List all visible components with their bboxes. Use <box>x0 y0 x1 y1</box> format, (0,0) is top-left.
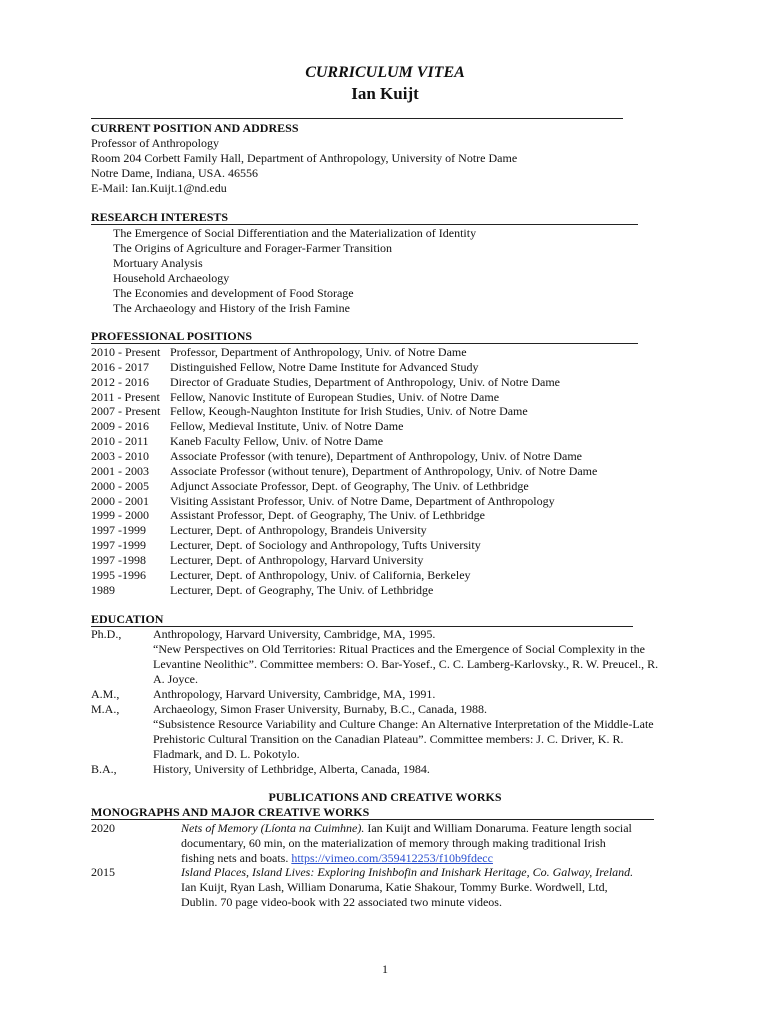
education-line: “New Perspectives on Old Territories: Ritual Practices and the Emergence of Social Complexity in the <box>153 642 645 656</box>
section-heading-research: RESEARCH INTERESTS <box>91 210 229 224</box>
position-years: 1997 -1998 <box>91 552 146 567</box>
education-line: Anthropology, Harvard University, Cambridge, MA, 1991. <box>153 687 436 701</box>
section-heading-education: EDUCATION <box>91 612 164 626</box>
section-rule <box>91 343 638 344</box>
research-item: Mortuary Analysis <box>113 256 203 270</box>
section-rule <box>91 224 638 225</box>
address-line: Professor of Anthropology <box>91 136 219 150</box>
work-text: fishing nets and boats. <box>181 851 292 865</box>
position-description: Associate Professor (with tenure), Department of Anthropology, Univ. of Notre Dame <box>170 448 583 463</box>
position-description: Visiting Assistant Professor, Univ. of Notre Dame, Department of Anthropology <box>170 493 555 508</box>
position-years: 2001 - 2003 <box>91 463 149 478</box>
position-description: Kaneb Faculty Fellow, Univ. of Notre Dame <box>170 434 384 449</box>
work-year: 2015 <box>91 865 115 879</box>
position-description: Assistant Professor, Dept. of Geography, The Univ. of Lethbridge <box>170 508 486 523</box>
page-number: 1 <box>382 962 388 976</box>
section-rule <box>91 819 654 820</box>
position-years: 2010 - Present <box>91 345 161 359</box>
education-degree: Ph.D., <box>91 627 122 641</box>
research-item: The Origins of Agriculture and Forager-Farmer Transition <box>113 241 393 255</box>
position-years: 1995 -1996 <box>91 567 146 582</box>
research-item: The Archaeology and History of the Irish Famine <box>113 301 350 315</box>
work-line <box>181 851 493 866</box>
position-description: Fellow, Nanovic Institute of European Studies, Univ. of Notre Dame <box>170 389 500 404</box>
education-line: Anthropology, Harvard University, Cambridge, MA, 1995. <box>153 627 436 641</box>
position-years: 1997 -1999 <box>91 538 146 553</box>
education-line: Archaeology, Simon Fraser University, Burnaby, B.C., Canada, 1988. <box>153 702 487 716</box>
position-description: Lecturer, Dept. of Anthropology, Brandeis University <box>170 523 427 538</box>
work-line: documentary, 60 min, on the materialization of memory through making traditional Irish <box>181 836 606 850</box>
position-description: Lecturer, Dept. of Geography, The Univ. of Lethbridge <box>170 582 434 597</box>
address-line: Room 204 Corbett Family Hall, Department of Anthropology, University of Notre Dame <box>91 151 518 165</box>
research-item: The Economies and development of Food Storage <box>113 286 354 300</box>
education-line: Prehistoric Cultural Transition on the Canadian Plateau”. Committee members: J. C. Driver, K. R. <box>153 732 624 746</box>
education-line: A. Joyce. <box>153 672 198 686</box>
research-item: Household Archaeology <box>113 271 230 285</box>
work-title: Island Places, Island Lives: Exploring Inishbofin and Inishark Heritage, Co. Galway, Ireland. <box>181 865 634 879</box>
position-years: 2009 - 2016 <box>91 419 149 434</box>
education-line: “Subsistence Resource Variability and Culture Change: An Alternative Interpretation of the Middle-Late <box>153 717 654 731</box>
subheading-monographs: MONOGRAPHS AND MAJOR CREATIVE WORKS <box>91 805 370 819</box>
position-years: 1997 -1999 <box>91 523 146 538</box>
video-link[interactable]: https://vimeo.com/359412253/f10b9fdecc <box>291 851 493 865</box>
position-description: Associate Professor (without tenure), Department of Anthropology, Univ. of Notre Dame <box>170 463 598 478</box>
section-heading-current-position: CURRENT POSITION AND ADDRESS <box>91 121 299 135</box>
position-years: 2012 - 2016 <box>91 374 149 389</box>
position-years: 2000 - 2005 <box>91 478 149 493</box>
position-description: Lecturer, Dept. of Anthropology, Harvard University <box>170 552 424 567</box>
education-line: History, University of Lethbridge, Alberta, Canada, 1984. <box>153 762 430 776</box>
education-degree: B.A., <box>91 762 117 776</box>
work-title: Nets of Memory (Líonta na Cuimhne). <box>181 821 365 835</box>
position-description: Lecturer, Dept. of Sociology and Anthropology, Tufts University <box>170 538 481 553</box>
education-degree: A.M., <box>91 687 120 701</box>
position-description: Fellow, Medieval Institute, Univ. of Notre Dame <box>170 419 404 434</box>
work-year: 2020 <box>91 821 115 835</box>
section-heading-positions: PROFESSIONAL POSITIONS <box>91 329 253 343</box>
position-description: Adjunct Associate Professor, Dept. of Geography, The Univ. of Lethbridge <box>170 478 529 493</box>
work-line: Dublin. 70 page video-book with 22 associated two minute videos. <box>181 895 502 909</box>
position-description: Distinguished Fellow, Notre Dame Institute for Advanced Study <box>170 359 479 374</box>
section-heading-publications: PUBLICATIONS AND CREATIVE WORKS <box>268 790 502 804</box>
position-description: Lecturer, Dept. of Anthropology, Univ. of California, Berkeley <box>170 567 471 582</box>
work-line <box>181 821 632 836</box>
position-years: 2011 - Present <box>91 389 160 404</box>
position-description: Fellow, Keough-Naughton Institute for Irish Studies, Univ. of Notre Dame <box>170 404 528 419</box>
position-description: Director of Graduate Studies, Department of Anthropology, Univ. of Notre Dame <box>170 374 561 389</box>
education-degree: M.A., <box>91 702 120 716</box>
title-rule <box>91 118 623 119</box>
education-line: Levantine Neolithic”. Committee members: O. Bar-Yosef., C. C. Lamberg-Karlovsky., R. W. Preucel., R. <box>153 657 659 671</box>
position-description: Professor, Department of Anthropology, Univ. of Notre Dame <box>170 345 467 359</box>
position-years: 2007 - Present <box>91 404 161 419</box>
position-years: 1989 <box>91 582 115 597</box>
position-years: 1999 - 2000 <box>91 508 149 523</box>
work-authors: Ian Kuijt and William Donaruma. Feature length social <box>364 821 632 835</box>
position-years: 2016 - 2017 <box>91 359 149 374</box>
address-line: Notre Dame, Indiana, USA. 46556 <box>91 166 258 180</box>
author-name: Ian Kuijt <box>351 84 419 103</box>
research-item: The Emergence of Social Differentiation and the Materialization of Identity <box>113 226 477 240</box>
document-title: CURRICULUM VITEA <box>305 64 465 81</box>
education-line: Fladmark, and D. L. Pokotylo. <box>153 747 300 761</box>
position-years: 2010 - 2011 <box>91 434 149 449</box>
position-years: 2000 - 2001 <box>91 493 149 508</box>
work-line: Ian Kuijt, Ryan Lash, William Donaruma, Katie Shakour, Tommy Burke. Wordwell, Ltd, <box>181 880 608 894</box>
email-line: E-Mail: Ian.Kuijt.1@nd.edu <box>91 181 227 195</box>
position-years: 2003 - 2010 <box>91 448 149 463</box>
